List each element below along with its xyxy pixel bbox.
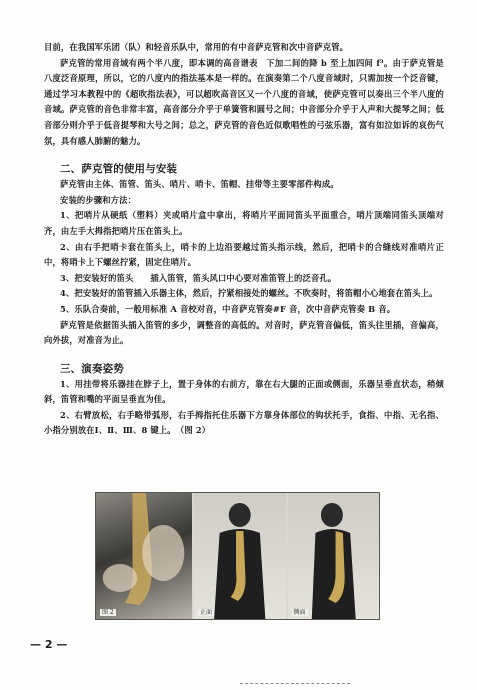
saxophone-hands-image <box>96 493 192 619</box>
player-side-image <box>288 493 379 619</box>
section2-line-6: 4、把安装好的笛管插入乐器主体，然后，拧紧相接处的螺丝。不吹奏时，将笛帽小心地套在笛头上。 <box>60 288 438 299</box>
player-front-image <box>194 493 285 619</box>
intro-paragraph-2: 萨克管的常用音域有两个半八度，即本调的高音谱表 下加二间的降 b 至上加四间 f³。由于萨克管是八度泛音原理，所以，它的八度内的指法基本是一样的。在演奏第二个八度音域时，只需加按一个泛音键，通过学习本教程中的《超吹指法表》，可以超吹高音区又一个八度的音域，使萨克管可以奏出三个半八度的音域。萨克管的音色非常丰富，高音部分介乎于单簧管和圆号之间；中音部分介乎于人声和大提琴之间；低音部分则介乎于低音提琴和大号之间；总之，萨克管的音色近似歌唱性的弓弦乐器，富有如泣如诉的哀伤气氛，具有感人肺腑的魅力。 <box>44 57 444 146</box>
section2-line-8: 萨克管是依据笛头插入笛管的多少，调整音的高低的。对音时，萨克管音偏低，笛头往里插，音偏高，向外拔，对准音为止。 <box>44 319 444 346</box>
section2-line-2: 安装的步骤和方法： <box>60 194 137 205</box>
figure-2-photos <box>95 492 380 620</box>
photo-hand-position <box>96 493 192 619</box>
section3-line-1: 1、用挂带将乐器挂在脖子上，置于身体的右前方，靠在右大腿的正面或侧面，乐器呈垂直状态，稍倾斜，笛管和嘴的平面呈垂直为佳。 <box>44 378 444 405</box>
section2-line-1: 萨克管由主体、笛管、笛头、哨片、哨卡、笛帽、挂带等主要零部件构成。 <box>60 179 339 190</box>
photo-side-posture <box>288 493 379 619</box>
intro-paragraph-1: 目前，在我国军乐团（队）和轻音乐队中，常用的有中音萨克管和次中音萨克管。 <box>44 42 349 52</box>
photo-front-posture <box>194 493 285 619</box>
photo-caption-1: 图 2 <box>102 609 114 616</box>
section-heading-usage: 二、萨克管的使用与安装 <box>60 163 178 176</box>
section2-line-7: 5、乐队合奏前，一般用标准 A 音校对音，中音萨克管奏#F 音，次中音萨克管奏 B 音。 <box>60 303 396 314</box>
section2-line-4: 2、由右手把哨卡套在笛头上，哨卡的上边沿要越过笛头指示线，然后，把哨卡的合缝线对准哨片正中，将哨卡上下螺丝拧紧，固定住哨片。 <box>44 241 444 268</box>
photo-caption-3: 侧面 <box>293 609 306 616</box>
photo-caption-2: 正面 <box>200 609 213 616</box>
scan-artifact-line <box>240 683 350 686</box>
page-body <box>44 40 444 439</box>
section2-line-3: 1、把哨片从硬纸（塑料）夹或哨片盒中拿出，将哨片平面同笛头平面重合，哨片顶端同笛头顶端对齐，由左手大拇指把哨片压在笛头上。 <box>44 210 444 236</box>
section-heading-posture: 三、演奏姿势 <box>60 362 124 375</box>
section3-line-2: 2、右臂放松，右手略带弧形，右手拇指托住乐器下方靠身体部位的钩状托手，食指、中指、无名指、小指分别放在Ⅰ、Ⅱ、Ⅲ、8 键上。 （图 2） <box>44 409 444 436</box>
page-number: — 2 — <box>30 638 68 651</box>
section2-line-5: 3、把安装好的笛头 插入笛管，笛头风口中心要对准笛管上的泛音孔。 <box>60 272 337 283</box>
